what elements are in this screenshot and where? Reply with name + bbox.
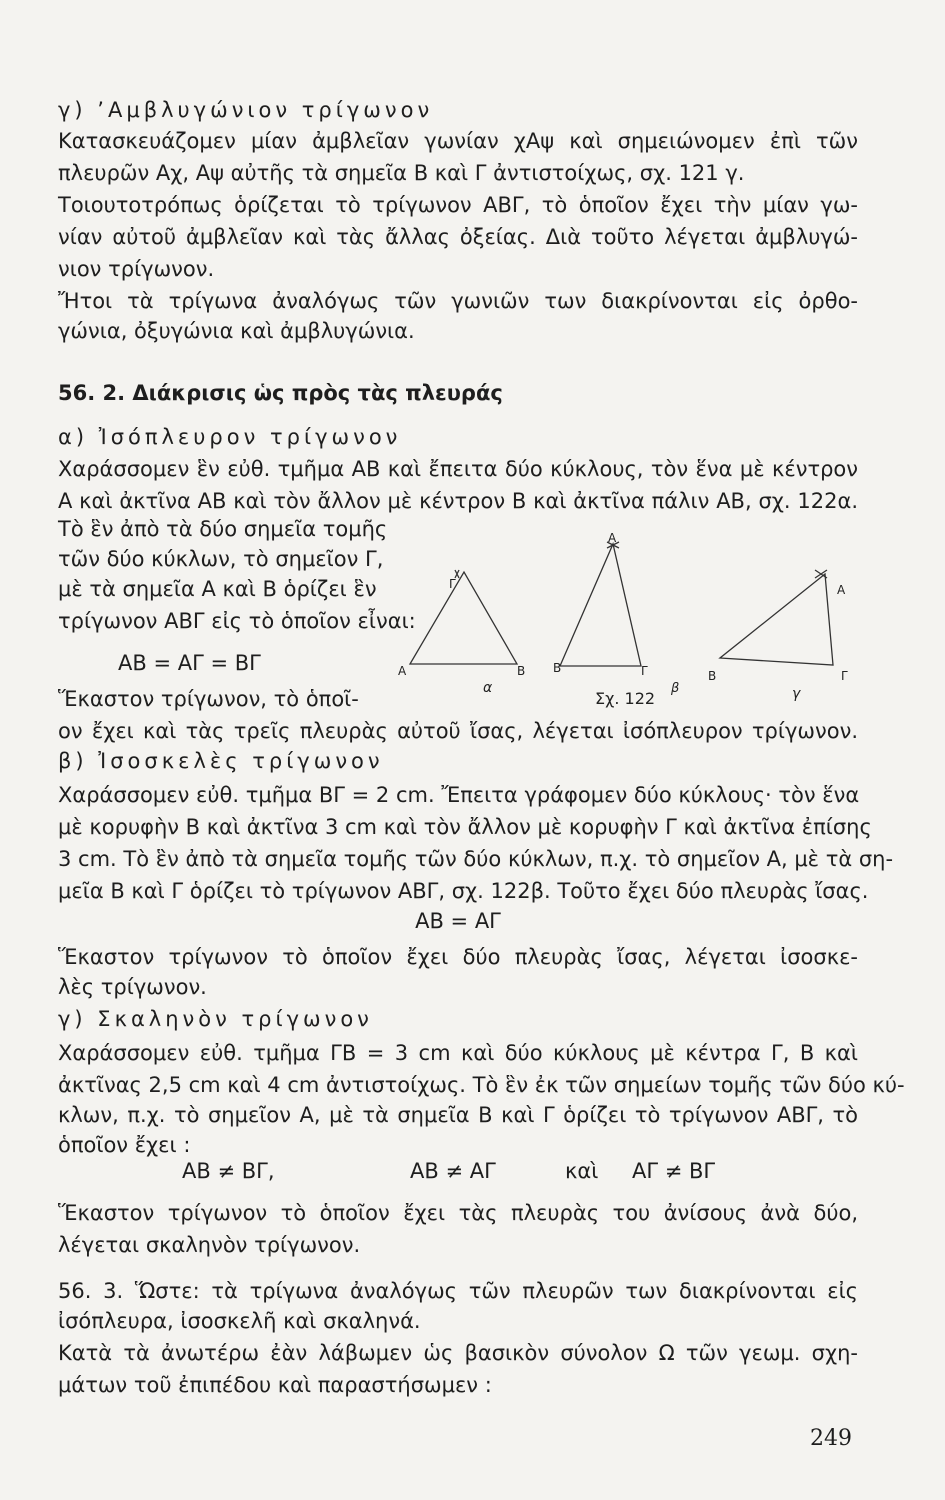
- text-line: Κατὰ τὰ ἀνωτέρω ἐὰν λάβωμεν ὡς βασικὸν σύνολον Ω τῶν γεωμ. σχη-: [58, 1341, 858, 1365]
- text-line: ἀκτῖνας 2,5 cm καὶ 4 cm ἀντιστοίχως. Τὸ ἓν ἐκ τῶν σημείων τομῆς τῶν δύο κύ-: [58, 1073, 905, 1097]
- text-line: Τὸ ἓν ἀπὸ τὰ δύο σημεῖα τομῆς: [58, 517, 388, 541]
- text-line: μὲ τὰ σημεῖα Α καὶ Β ὁρίζει ἓν: [58, 577, 377, 601]
- text-line: Χαράσσομεν εὐθ. τμῆμα ΒΓ = 2 cm. Ἔπειτα γράφομεν δύο κύκλους· τὸν ἕνα: [58, 783, 860, 807]
- label-gamma: γ: [792, 686, 801, 702]
- inequality-1: ΑΒ ≠ ΒΓ,: [182, 1159, 275, 1183]
- text-line: μὲ κορυφὴν Β καὶ ἀκτῖνα 3 cm καὶ τὸν ἄλλον μὲ κορυφὴν Γ καὶ ἀκτῖνα ἐπίσης: [58, 815, 872, 839]
- text-line: τῶν δύο κύκλων, τὸ σημεῖον Γ,: [58, 547, 384, 571]
- inequality-2: ΑΒ ≠ ΑΓ: [410, 1159, 496, 1183]
- text-line: Ἕκαστον τρίγωνον τὸ ὁποῖον ἔχει τὰς πλευρὰς του ἀνίσους ἀνὰ δύο,: [58, 1201, 858, 1225]
- text-line: λέγεται σκαληνὸν τρίγωνον.: [58, 1233, 361, 1257]
- label-G: Γ: [449, 577, 456, 591]
- text-line: μάτων τοῦ ἐπιπέδου καὶ παραστήσωμεν :: [58, 1373, 492, 1397]
- text-line: μεῖα Β καὶ Γ ὁρίζει τὸ τρίγωνον ΑΒΓ, σχ. 122β. Τοῦτο ἔχει δύο πλευρὰς ἴσας.: [58, 879, 869, 903]
- text-line: 3 cm. Τὸ ἓν ἀπὸ τὰ σημεῖα τομῆς τῶν δύο κύκλων, π.χ. τὸ σημεῖον Α, μὲ τὰ ση-: [58, 847, 894, 871]
- equation-equilateral: ΑΒ = ΑΓ = ΒΓ: [118, 651, 261, 675]
- label-beta: β: [671, 681, 680, 696]
- text-line: Τοιουτοτρόπως ὁρίζεται τὸ τρίγωνον ΑΒΓ, τὸ ὁποῖον ἔχει τὴν μίαν γω-: [58, 193, 858, 217]
- text-line: Ἕκαστον τρίγωνον, τὸ ὁποῖ-: [58, 687, 359, 711]
- text-line: νίαν αὐτοῦ ἀμβλεῖαν καὶ τὰς ἄλλας ὀξείας. Διὰ τοῦτο λέγεται ἀμβλυγώ-: [58, 225, 858, 249]
- equation-isosceles: ΑΒ = ΑΓ: [415, 909, 501, 933]
- label-B: Β: [517, 664, 526, 678]
- page-number: 249: [810, 1426, 852, 1451]
- text-line: ον ἔχει καὶ τὰς τρεῖς πλευρὰς αὐτοῦ ἴσας, λέγεται ἰσόπλευρον τρίγωνον.: [58, 719, 858, 743]
- subsection-equilateral-heading: α) Ἰσόπλευρον τρίγωνον: [58, 425, 402, 449]
- text-line: γώνια, ὀξυγώνια καὶ ἀμβλυγώνια.: [58, 319, 415, 343]
- subsection-obtuse-heading: γ) ’Αμβλυγώνιον τρίγωνον: [58, 98, 434, 122]
- text-line: ὁποῖον ἔχει :: [58, 1133, 191, 1157]
- label-B: Β: [553, 661, 562, 675]
- inequality-3: ΑΓ ≠ ΒΓ: [632, 1159, 716, 1183]
- text-line: πλευρῶν Αχ, Αψ αὐτῆς τὰ σημεῖα Β καὶ Γ ἀντιστοίχως, σχ. 121 γ.: [58, 161, 745, 185]
- text-line: Ἤτοι τὰ τρίγωνα ἀναλόγως τῶν γωνιῶν των διακρίνονται εἰς ὀρθο-: [58, 289, 858, 313]
- label-A: Α: [398, 664, 407, 678]
- triangle-equilateral: [410, 572, 517, 664]
- text-line: κλων, π.χ. τὸ σημεῖον Α, μὲ τὰ σημεῖα Β καὶ Γ ὁρίζει τὸ τρίγωνον ΑΒΓ, τὸ: [58, 1103, 858, 1127]
- text-line: λὲς τρίγωνον.: [58, 975, 207, 999]
- text-line: Α καὶ ἀκτῖνα ΑΒ καὶ τὸν ἄλλον μὲ κέντρον Β καὶ ἀκτῖνα πάλιν ΑΒ, σχ. 122α.: [58, 489, 858, 513]
- triangle-isosceles: [560, 544, 641, 666]
- label-G: Γ: [841, 669, 848, 683]
- triangle-scalene: [720, 574, 833, 665]
- text-line: Κατασκευάζομεν μίαν ἀμβλεῖαν γωνίαν χΑψ καὶ σημειώνομεν ἐπὶ τῶν: [58, 129, 858, 153]
- text-line: ἰσόπλευρα, ἰσοσκελῆ καὶ σκαληνά.: [58, 1309, 421, 1333]
- figure-122: [395, 530, 865, 710]
- label-B: Β: [708, 669, 717, 683]
- text-line: τρίγωνον ΑΒΓ εἰς τὸ ὁποῖον εἶναι:: [58, 609, 416, 633]
- section-56-3-line: 56. 3. Ὥστε: τὰ τρίγωνα ἀναλόγως τῶν πλευρῶν των διακρίνονται εἰς: [58, 1279, 858, 1303]
- section-heading-56-2: 56. 2. Διάκρισις ὡς πρὸς τὰς πλευράς: [58, 381, 503, 405]
- figure-caption: Σχ. 122: [595, 689, 656, 708]
- inequality-conjunction: καὶ: [565, 1159, 599, 1183]
- label-G: Γ: [641, 664, 648, 678]
- text-line: νιον τρίγωνον.: [58, 257, 215, 281]
- label-A: Α: [608, 531, 617, 545]
- subsection-isosceles-heading: β) Ἰσοσκελὲς τρίγωνον: [58, 749, 384, 773]
- subsection-scalene-heading: γ) Σκαληνὸν τρίγωνον: [58, 1007, 373, 1031]
- text-line: Χαράσσομεν ἓν εὐθ. τμῆμα ΑΒ καὶ ἔπειτα δύο κύκλους, τὸν ἕνα μὲ κέντρον: [58, 457, 858, 481]
- label-A: Α: [837, 583, 846, 597]
- text-line: Ἕκαστον τρίγωνον τὸ ὁποῖον ἔχει δύο πλευρὰς ἴσας, λέγεται ἰσοσκε-: [58, 945, 858, 969]
- label-alpha: α: [483, 680, 493, 696]
- text-line: Χαράσσομεν εὐθ. τμῆμα ΓΒ = 3 cm καὶ δύο κύκλους μὲ κέντρα Γ, Β καὶ: [58, 1041, 858, 1065]
